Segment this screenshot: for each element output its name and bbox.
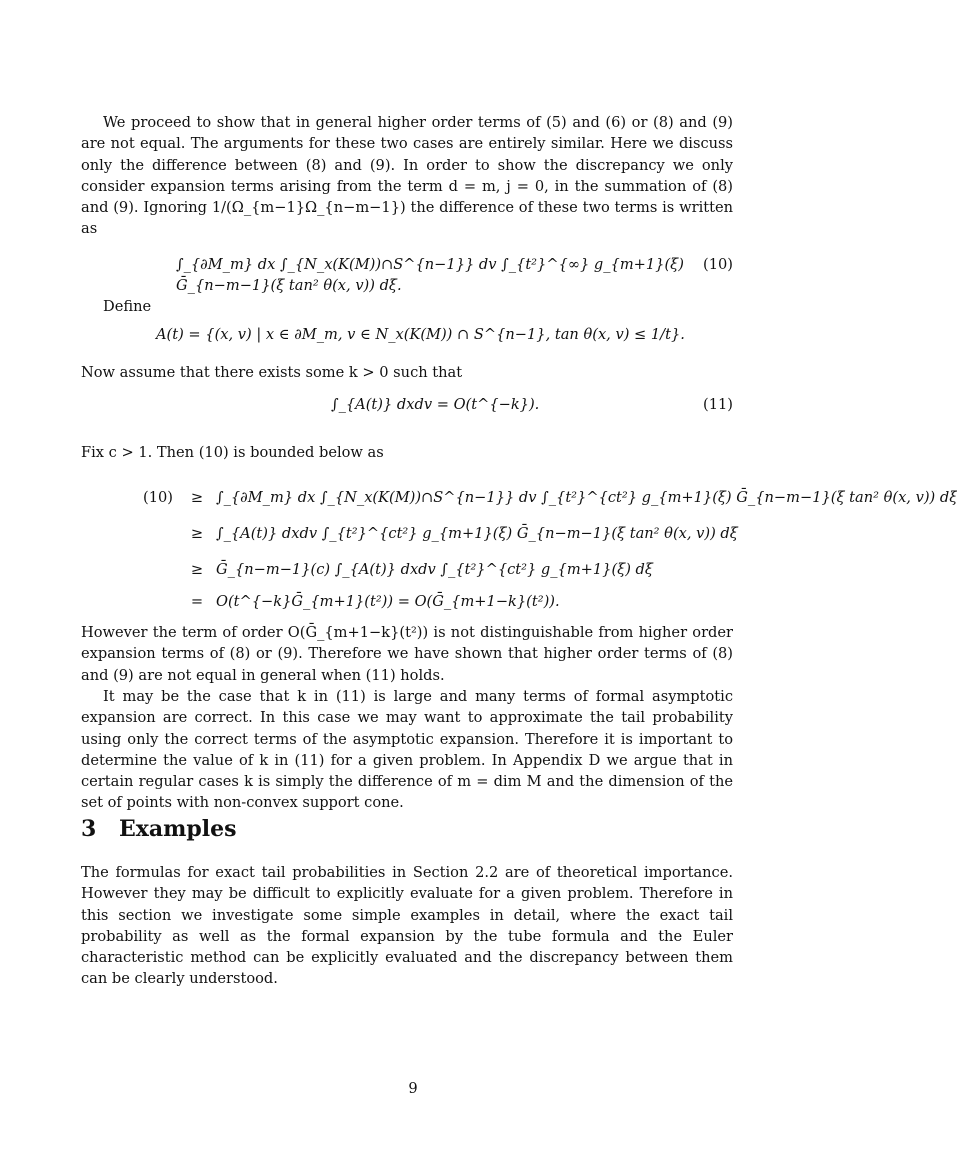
inequality-lhs: (10) <box>143 489 173 506</box>
inequality-rhs: ∫_{A(t)} dxdv ∫_{t²}^{ct²} g_{m+1}(ξ) Ḡ_{n−m−1}(ξ tan² θ(x, v)) dξ <box>216 525 738 542</box>
paragraph-order: However the term of order O(Ḡ_{m+1−k}(t²)) is not distinguishable from higher order expansion terms of (8) or (9). Therefore we have shown that higher order terms of (8) and (9) are not equal in general when (11) holds. <box>81 624 733 684</box>
relation-symbol: ≥ <box>190 489 204 506</box>
equation-10-body: ∫_{∂M_m} dx ∫_{N_x(K(M))∩S^{n−1}} dv ∫_{t²}^{∞} g_{m+1}(ξ) Ḡ_{n−m−1}(ξ tan² θ(x, v)) dξ. <box>176 256 684 294</box>
page-body <box>81 112 957 990</box>
paragraph-intro: We proceed to show that in general higher order terms of (5) and (6) or (8) and (9) are not equal. The arguments for these two cases are entirely similar. Here we discuss only the difference between (8) and (9). In order to show the discrepancy we only consider expansion terms arising from the term d = m, j = 0, in the summation of (8) and (9). Ignoring 1/(Ω_{m−1}Ω_{n−m−1}) the difference of these two terms is written as <box>81 114 733 238</box>
relation-symbol: = <box>190 593 204 610</box>
equation-11 <box>81 394 733 442</box>
inequality-row-1 <box>81 482 957 517</box>
relation-symbol: ≥ <box>190 525 204 542</box>
inequality-rhs: Ḡ_{n−m−1}(c) ∫_{A(t)} dxdv ∫_{t²}^{ct²} g_{m+1}(ξ) dξ <box>216 561 653 578</box>
equation-11-body: ∫_{A(t)} dxdv = O(t^{−k}). <box>331 396 540 413</box>
paragraph-k-value: It may be the case that k in (11) is large and many terms of formal asymptotic expansion are correct. In this case we may want to approximate the tail probability using only the correct terms of the asymptotic expansion. Therefore it is important to determine the value of k in (11) for a given problem. In Appendix D we argue that in certain regular cases k is simply the difference of m = dim M and the dimension of the set of points with non-convex support cone. <box>81 688 733 812</box>
inequality-chain <box>81 482 957 622</box>
equation-10 <box>81 254 733 296</box>
assumption-text: Now assume that there exists some k > 0 such that <box>81 364 463 381</box>
paragraph-examples: The formulas for exact tail probabilities in Section 2.2 are of theoretical importance. However they may be difficult to explicitly evaluate for a given problem. Therefore in this section we investigate some simple examples in detail, where the exact tail probability as well as the formal expansion by the tube formula and the Euler characteristic method can be explicitly evaluated and the discrepancy between them can be clearly understood. <box>81 864 733 988</box>
define-label: Define <box>103 298 152 315</box>
inequality-row-4 <box>81 586 733 618</box>
section-title: Examples <box>119 816 237 842</box>
fix-text: Fix c > 1. Then (10) is bounded below as <box>81 444 384 461</box>
section-number: 3 <box>81 816 97 842</box>
section-heading <box>81 816 733 862</box>
definition-A-body: A(t) = {(x, v) | x ∈ ∂M_m, v ∈ N_x(K(M)) ∩ S^{n−1}, tan θ(x, v) ≤ 1/t}. <box>156 326 685 343</box>
equation-11-number: (11) <box>703 396 733 413</box>
inequality-row-3 <box>81 554 733 589</box>
equation-10-number: (10) <box>703 256 733 273</box>
definition-A <box>81 324 733 362</box>
inequality-rhs: O(t^{−k}Ḡ_{m+1}(t²)) = O(Ḡ_{m+1−k}(t²)). <box>216 593 560 610</box>
relation-symbol: ≥ <box>190 561 204 578</box>
inequality-row-2 <box>81 518 738 553</box>
inequality-rhs: ∫_{∂M_m} dx ∫_{N_x(K(M))∩S^{n−1}} dv ∫_{t²}^{ct²} g_{m+1}(ξ) Ḡ_{n−m−1}(ξ tan² θ(x, v)) dξ <box>216 489 957 506</box>
page-number: 9 <box>408 1080 418 1097</box>
